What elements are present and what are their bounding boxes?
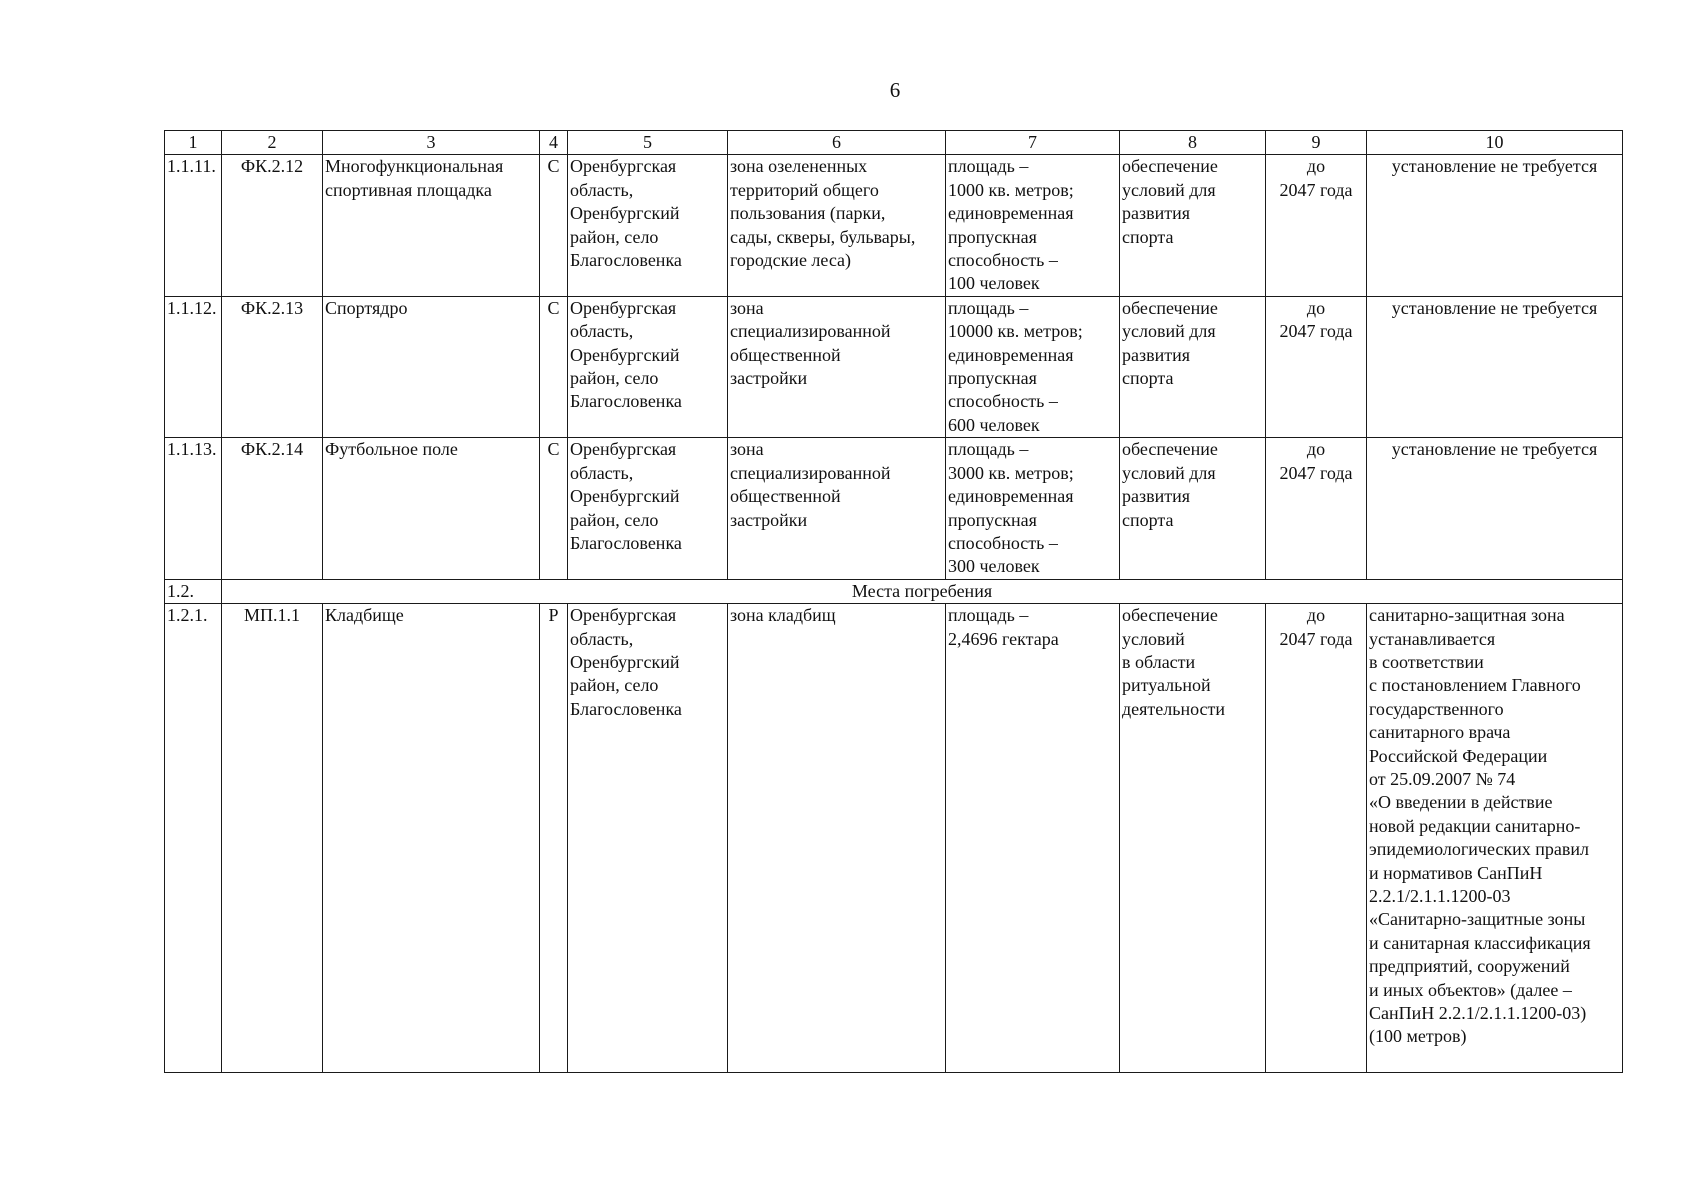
functional-zone: зона кладбищ — [728, 604, 946, 1073]
table-row — [165, 155, 1623, 296]
column-header: 5 — [568, 131, 728, 155]
functional-zone: зона специализированной общественной застройки — [728, 296, 946, 437]
object-status: С — [540, 296, 568, 437]
row-number: 1.1.11. — [165, 155, 222, 296]
object-purpose: обеспечение условий для развития спорта — [1120, 438, 1266, 579]
column-header: 10 — [1367, 131, 1623, 155]
column-header: 2 — [222, 131, 323, 155]
object-code: ФК.2.13 — [222, 296, 323, 437]
implementation-term: до 2047 года — [1266, 296, 1367, 437]
functional-zone: зона специализированной общественной застройки — [728, 438, 946, 579]
planning-table — [164, 130, 1623, 1073]
implementation-term: до 2047 года — [1266, 155, 1367, 296]
object-parameters: площадь – 2,4696 гектара — [946, 604, 1120, 1073]
object-name: Кладбище — [323, 604, 540, 1073]
row-number: 1.2.1. — [165, 604, 222, 1073]
column-header: 3 — [323, 131, 540, 155]
row-number: 1.1.12. — [165, 296, 222, 437]
object-purpose: обеспечение условий для развития спорта — [1120, 296, 1266, 437]
column-header: 1 — [165, 131, 222, 155]
object-location: Оренбургская область, Оренбургский район, село Благословенка — [568, 155, 728, 296]
sanitary-zone: санитарно-защитная зона устанавливается в соответствии с постановлением Главного государственного санитарного врача Российской Федерации от 25.09.2007 № 74 «О введении в действие новой редакции санитарно- эпидемиологических правил и нормативов СанПиН 2.2.1/2.1.1.1200-03 «Санитарно-защитные зоны и санитарная классификация предприятий, сооружений и иных объектов» (далее – СанПиН 2.2.1/2.1.1.1200-03) (100 метров) — [1367, 604, 1623, 1073]
object-purpose: обеспечение условий в области ритуальной деятельности — [1120, 604, 1266, 1073]
object-purpose: обеспечение условий для развития спорта — [1120, 155, 1266, 296]
table-row — [165, 438, 1623, 579]
object-location: Оренбургская область, Оренбургский район, село Благословенка — [568, 604, 728, 1073]
column-header: 4 — [540, 131, 568, 155]
object-status: С — [540, 155, 568, 296]
object-status: С — [540, 438, 568, 579]
column-header: 6 — [728, 131, 946, 155]
table-row — [165, 296, 1623, 437]
column-header: 9 — [1266, 131, 1367, 155]
sanitary-zone: установление не требуется — [1367, 296, 1623, 437]
object-location: Оренбургская область, Оренбургский район, село Благословенка — [568, 296, 728, 437]
object-name: Многофункциональная спортивная площадка — [323, 155, 540, 296]
object-name: Спортядро — [323, 296, 540, 437]
object-code: ФК.2.12 — [222, 155, 323, 296]
sanitary-zone: установление не требуется — [1367, 438, 1623, 579]
functional-zone: зона озелененных территорий общего пользования (парки, сады, скверы, бульвары, городские леса) — [728, 155, 946, 296]
table-header-row — [165, 131, 1623, 155]
table-row — [165, 604, 1623, 1073]
object-code: МП.1.1 — [222, 604, 323, 1073]
implementation-term: до 2047 года — [1266, 604, 1367, 1073]
object-parameters: площадь – 10000 кв. метров; единовременная пропускная способность – 600 человек — [946, 296, 1120, 437]
object-code: ФК.2.14 — [222, 438, 323, 579]
section-row — [165, 579, 1623, 603]
object-status: Р — [540, 604, 568, 1073]
sanitary-zone: установление не требуется — [1367, 155, 1623, 296]
object-location: Оренбургская область, Оренбургский район, село Благословенка — [568, 438, 728, 579]
column-header: 8 — [1120, 131, 1266, 155]
page-number: 6 — [889, 78, 901, 102]
implementation-term: до 2047 года — [1266, 438, 1367, 579]
section-title: Места погребения — [222, 579, 1623, 603]
object-parameters: площадь – 1000 кв. метров; единовременная пропускная способность – 100 человек — [946, 155, 1120, 296]
object-name: Футбольное поле — [323, 438, 540, 579]
section-number: 1.2. — [165, 579, 222, 603]
object-parameters: площадь – 3000 кв. метров; единовременная пропускная способность – 300 человек — [946, 438, 1120, 579]
row-number: 1.1.13. — [165, 438, 222, 579]
column-header: 7 — [946, 131, 1120, 155]
